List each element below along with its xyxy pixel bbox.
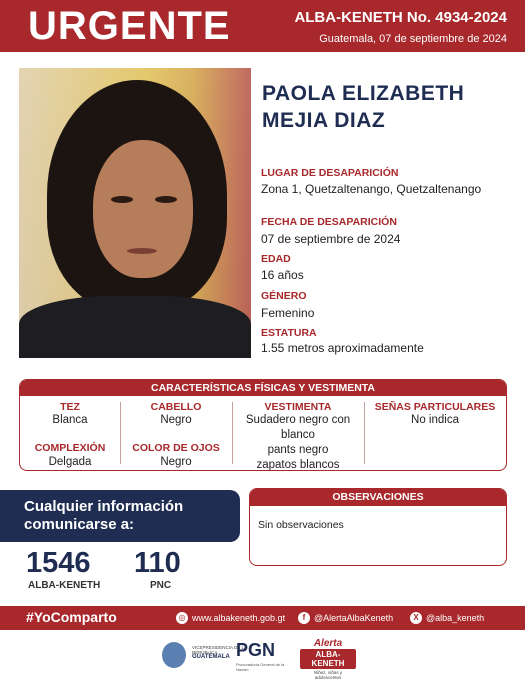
- contact-banner: [0, 490, 240, 542]
- observations-text: Sin observaciones: [258, 519, 344, 531]
- alert-header: [0, 0, 525, 52]
- website-text: www.albakeneth.gob.gt: [192, 613, 286, 623]
- photo-eye-left: [111, 196, 133, 203]
- person-name-line1: PAOLA ELIZABETH: [262, 82, 465, 105]
- tez-value: Blanca: [52, 414, 88, 426]
- missing-person-photo: [19, 68, 251, 358]
- edad-value: 16 años: [261, 268, 304, 282]
- hashtag[interactable]: #YoComparto: [26, 609, 117, 625]
- estatura-label: ESTATURA: [261, 327, 317, 339]
- photo-eye-right: [155, 196, 177, 203]
- observations-panel: [249, 488, 507, 566]
- senas-value: No indica: [411, 414, 459, 426]
- alba-logo-line2: ALBA-KENETH: [300, 649, 356, 669]
- genero-label: GÉNERO: [261, 290, 307, 302]
- ojos-value: Negro: [160, 456, 192, 468]
- phone-pnc[interactable]: 110: [134, 547, 181, 579]
- twitter-text: @alba_keneth: [426, 613, 485, 623]
- estatura-value: 1.55 metros aproximadamente: [261, 341, 424, 355]
- person-name-line2: MEJIA DIAZ: [262, 109, 386, 132]
- globe-icon: ◎: [176, 612, 188, 624]
- lugar-label: LUGAR DE DESAPARICIÓN: [261, 167, 399, 179]
- fecha-label: FECHA DE DESAPARICIÓN: [261, 216, 397, 228]
- partner-logos: [0, 636, 525, 680]
- contact-line2: comunicarse a:: [24, 516, 135, 533]
- footer-bar: [0, 606, 525, 630]
- phone-alba-keneth[interactable]: 1546: [26, 547, 91, 579]
- facebook-text: @AlertaAlbaKeneth: [314, 613, 394, 623]
- ojos-label: COLOR DE OJOS: [132, 442, 220, 454]
- phone-pnc-label: PNC: [150, 580, 172, 591]
- vestimenta-line: zapatos blancos: [256, 459, 340, 471]
- guatemala-logo-line2: GUATEMALA: [192, 654, 230, 660]
- guatemala-logo-line1: VICEPRESIDENCIA DE LA REPÚBLICA: [192, 645, 247, 655]
- vestimenta-label: VESTIMENTA: [264, 401, 332, 413]
- senas-label: SEÑAS PARTICULARES: [374, 401, 496, 413]
- fecha-value: 07 de septiembre de 2024: [261, 232, 401, 246]
- phone-alba-keneth-label: ALBA-KENETH: [28, 580, 101, 591]
- alert-date: Guatemala, 07 de septiembre de 2024: [319, 33, 507, 45]
- complexion-value: Delgada: [48, 456, 92, 468]
- contact-line1: Cualquier información: [24, 498, 184, 515]
- coat-of-arms-icon: [162, 642, 186, 668]
- photo-shirt: [19, 296, 251, 358]
- vestimenta-line: pants negro: [267, 444, 329, 456]
- facebook-link[interactable]: [298, 612, 393, 624]
- genero-value: Femenino: [261, 306, 315, 320]
- vestimenta-line: blanco: [281, 429, 315, 441]
- characteristics-title: CARACTERÍSTICAS FÍSICAS Y VESTIMENTA: [20, 380, 506, 396]
- vestimenta-value: [232, 413, 364, 471]
- lugar-value: Zona 1, Quetzaltenango, Quetzaltenango: [261, 182, 482, 196]
- alba-logo-line3: Niñez, niñas y adolescentes: [313, 670, 343, 680]
- pgn-logo-subtitle: Procuraduría General de la Nación: [236, 662, 285, 672]
- alert-number: ALBA-KENETH No. 4934-2024: [294, 9, 507, 26]
- cabello-value: Negro: [160, 414, 192, 426]
- pgn-logo-text: PGN: [236, 640, 276, 660]
- vestimenta-line: Sudadero negro con: [245, 414, 351, 426]
- person-name: [262, 80, 512, 134]
- website-link[interactable]: [176, 612, 285, 624]
- x-icon: X: [410, 612, 422, 624]
- tez-label: TEZ: [60, 401, 80, 413]
- urgent-title: URGENTE: [28, 4, 231, 48]
- observations-title: OBSERVACIONES: [250, 489, 506, 506]
- edad-label: EDAD: [261, 253, 291, 265]
- facebook-icon: f: [298, 612, 310, 624]
- cabello-label: CABELLO: [150, 401, 202, 413]
- alba-keneth-logo: [300, 638, 356, 680]
- twitter-link[interactable]: [410, 612, 484, 624]
- alba-logo-line1: Alerta: [313, 638, 343, 649]
- pgn-logo: [236, 640, 288, 670]
- photo-face: [93, 140, 193, 278]
- complexion-label: COMPLEXIÓN: [34, 442, 106, 454]
- characteristics-panel: [19, 379, 507, 471]
- photo-mouth: [127, 248, 157, 254]
